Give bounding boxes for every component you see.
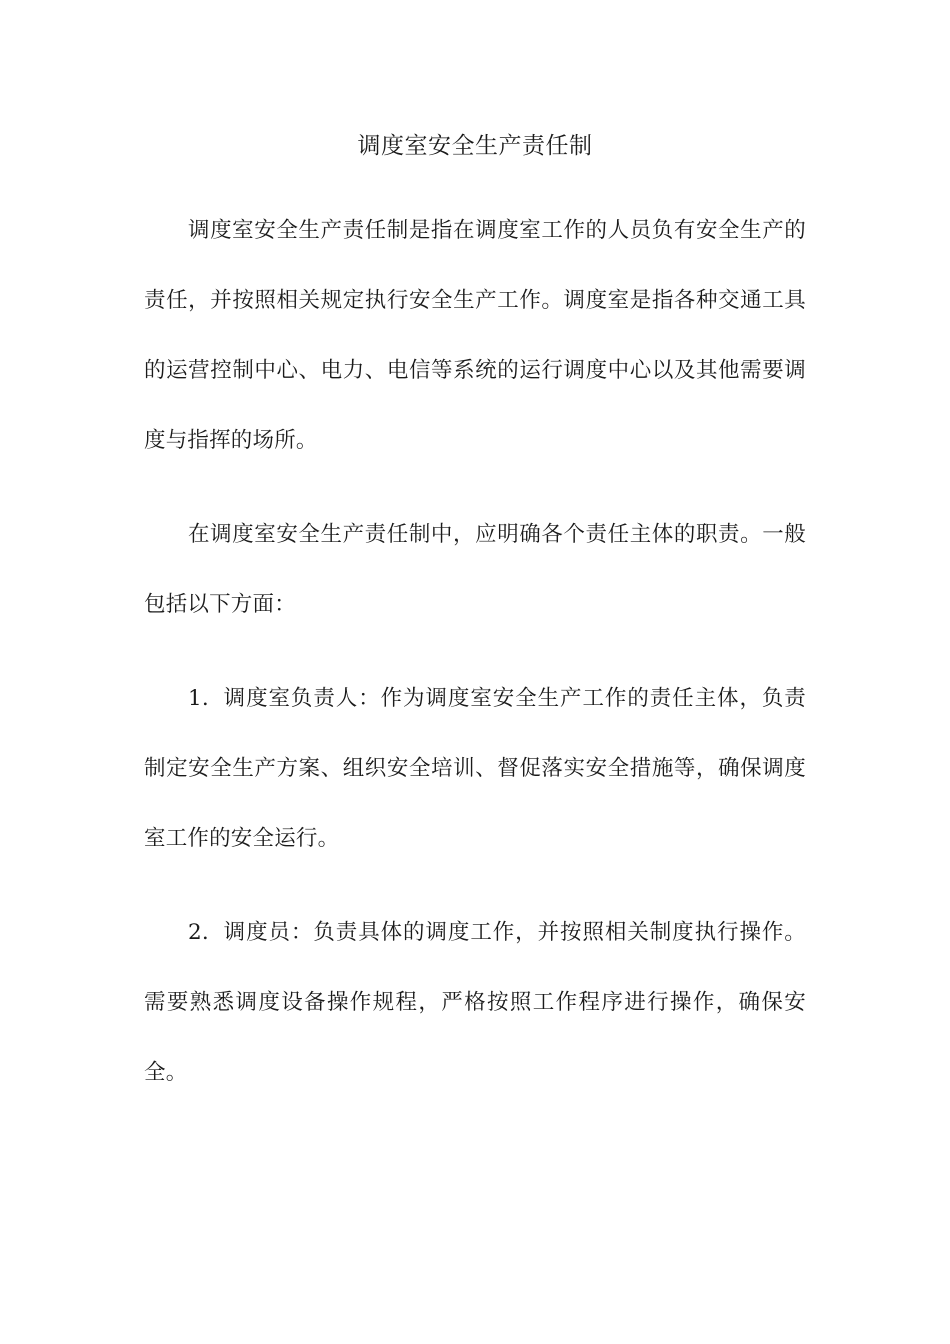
document-body <box>144 196 806 1132</box>
paragraph-intro <box>144 196 806 476</box>
document-title: 调度室安全生产责任制 <box>357 133 593 159</box>
list-item-text: 调度室负责人：作为调度室安全生产工作的责任主体，负责制定安全生产方案、组织安全培训、督促落实安全措施等，确保调度室工作的安全运行。 <box>144 686 806 851</box>
paragraph-text: 调度室安全生产责任制是指在调度室工作的人员负有安全生产的责任，并按照相关规定执行安全生产工作。调度室是指各种交通工具的运营控制中心、电力、电信等系统的运行调度中心以及其他需要调度与指挥的场所。 <box>144 218 806 453</box>
list-item-dispatcher <box>144 898 806 1108</box>
list-item-text: 调度员：负责具体的调度工作，并按照相关制度执行操作。需要熟悉调度设备操作规程，严格按照工作程序进行操作，确保安全。 <box>144 920 806 1085</box>
paragraph-responsibilities <box>144 500 806 640</box>
list-item-dispatch-head <box>144 664 806 874</box>
list-number: 2. <box>188 920 209 945</box>
paragraph-text: 在调度室安全生产责任制中，应明确各个责任主体的职责。一般包括以下方面： <box>144 522 806 617</box>
list-number: 1. <box>188 686 209 711</box>
